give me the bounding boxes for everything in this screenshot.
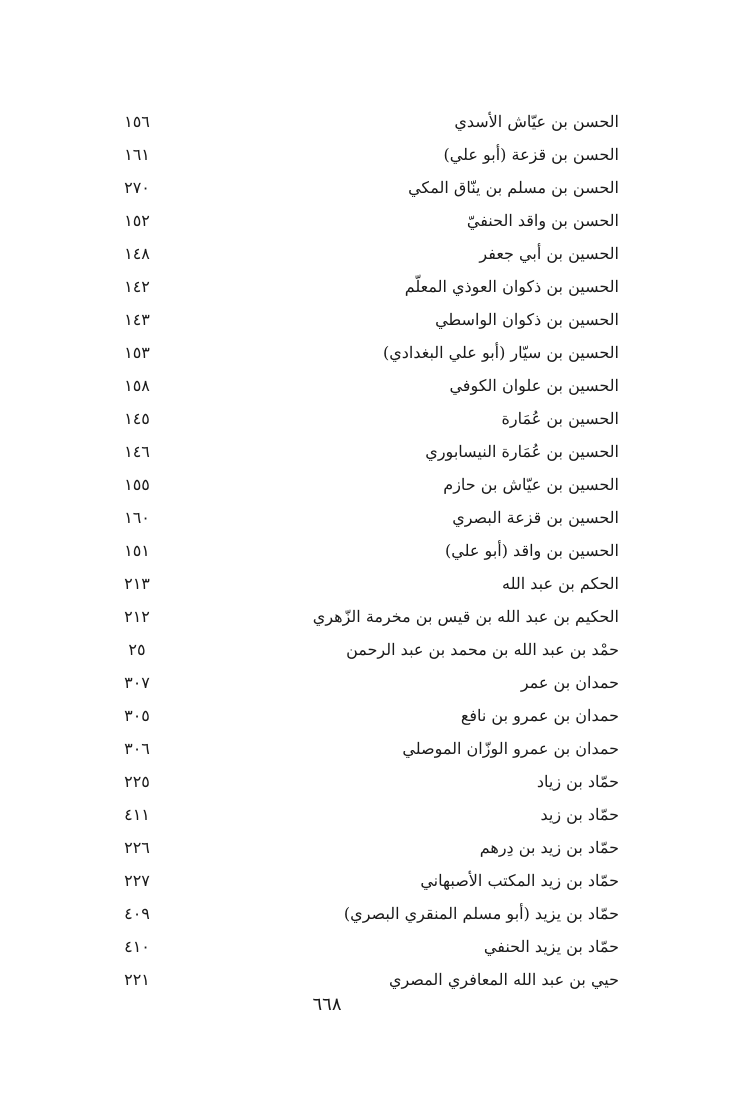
entry-name: الحسين بن أبي جعفر: [479, 244, 619, 263]
entry-page-number: ١٥٢: [124, 211, 150, 230]
entry-name: الحسين بن قزعة البصري: [452, 508, 619, 527]
index-entry: [0, 205, 754, 238]
entry-name: الحكيم بن عبد الله بن قيس بن مخرمة الزّهري: [312, 607, 619, 626]
entry-page-number: ١٤٢: [124, 277, 150, 296]
entry-page-number: ١٤٦: [124, 442, 150, 461]
index-entry: [0, 931, 754, 964]
entry-name: حمدان بن عمرو الوزّان الموصلي: [402, 739, 619, 758]
entry-page-number: ٢١٣: [124, 574, 150, 593]
index-entry: [0, 865, 754, 898]
entry-page-number: ١٥١: [124, 541, 150, 560]
index-entry: [0, 370, 754, 403]
index-entry: [0, 172, 754, 205]
index-entry: [0, 271, 754, 304]
entry-page-number: ٢٢٧: [124, 871, 150, 890]
entry-name: الحسين بن سيّار (أبو علي البغدادي): [382, 343, 619, 362]
index-entry: [0, 568, 754, 601]
entry-name: الحسين بن عُمَارة النيسابوري: [425, 442, 619, 461]
entry-name: حمّاد بن يزيد الحنفي: [483, 937, 619, 956]
index-entry: [0, 469, 754, 502]
entry-page-number: ٢٢٦: [124, 838, 150, 857]
index-entry: [0, 502, 754, 535]
entry-page-number: ٢٢٥: [124, 772, 150, 791]
entry-name: حمّاد بن زيد المكتب الأصبهاني: [420, 871, 619, 890]
index-entry: [0, 700, 754, 733]
index-entry: [0, 898, 754, 931]
index-entry: [0, 403, 754, 436]
index-entry: [0, 304, 754, 337]
index-entry: [0, 436, 754, 469]
entry-name: حيي بن عبد الله المعافري المصري: [388, 970, 619, 989]
entry-name: حمدان بن عمر: [520, 673, 619, 692]
entry-page-number: ١٥٦: [124, 112, 150, 131]
page-number: ٦٦٨: [312, 994, 342, 1015]
entry-page-number: ٤١١: [124, 805, 150, 824]
entry-page-number: ١٦١: [124, 145, 150, 164]
entry-name: حمّاد بن زيد: [540, 805, 619, 824]
index-entry: [0, 634, 754, 667]
index-entry: [0, 238, 754, 271]
index-entry: [0, 733, 754, 766]
entry-page-number: ٢١٢: [124, 607, 150, 626]
entry-page-number: ١٥٣: [124, 343, 150, 362]
entry-page-number: ٣٠٧: [124, 673, 150, 692]
entry-page-number: ١٦٠: [124, 508, 150, 527]
index-entry: [0, 337, 754, 370]
index-entry: [0, 832, 754, 865]
entry-page-number: ١٥٥: [124, 475, 150, 494]
index-entry: [0, 799, 754, 832]
entry-name: الحسين بن عيّاش بن حازم: [443, 475, 619, 494]
index-entry: [0, 106, 754, 139]
entry-page-number: ٢٥: [128, 640, 146, 659]
entry-page-number: ٢٢١: [124, 970, 150, 989]
index-entry: [0, 139, 754, 172]
narrator-index: [0, 106, 754, 997]
entry-page-number: ٢٧٠: [124, 178, 150, 197]
entry-name: حمّاد بن يزيد (أبو مسلم المنقري البصري): [343, 904, 619, 923]
entry-page-number: ١٥٨: [124, 376, 150, 395]
entry-name: الحسين بن عُمَارة: [501, 409, 619, 428]
entry-name: حمّاد بن زيد بن دِرهم: [479, 838, 619, 857]
entry-page-number: ١٤٨: [124, 244, 150, 263]
entry-name: الحسين بن ذكوان العوذي المعلّم: [404, 277, 619, 296]
entry-name: الحسن بن واقد الحنفيّ: [466, 211, 619, 230]
entry-page-number: ٤٠٩: [124, 904, 150, 923]
entry-page-number: ٣٠٦: [124, 739, 150, 758]
entry-page-number: ٤١٠: [124, 937, 150, 956]
index-entry: [0, 601, 754, 634]
entry-name: الحسن بن عيّاش الأسدي: [454, 112, 619, 131]
entry-name: الحسين بن ذكوان الواسطي: [435, 310, 619, 329]
entry-name: حمّاد بن زياد: [536, 772, 619, 791]
entry-name: الحسن بن قزعة (أبو علي): [443, 145, 619, 164]
entry-name: حمْد بن عبد الله بن محمد بن عبد الرحمن: [346, 640, 619, 659]
entry-name: الحكم بن عبد الله: [502, 574, 619, 593]
entry-name: حمدان بن عمرو بن نافع: [460, 706, 619, 725]
index-entry: [0, 766, 754, 799]
index-entry: [0, 535, 754, 568]
entry-name: الحسن بن مسلم بن ينّاق المكي: [408, 178, 619, 197]
index-entry: [0, 667, 754, 700]
entry-page-number: ٣٠٥: [124, 706, 150, 725]
entry-name: الحسين بن علوان الكوفي: [449, 376, 619, 395]
entry-page-number: ١٤٥: [124, 409, 150, 428]
entry-name: الحسين بن واقد (أبو علي): [445, 541, 619, 560]
entry-page-number: ١٤٣: [124, 310, 150, 329]
